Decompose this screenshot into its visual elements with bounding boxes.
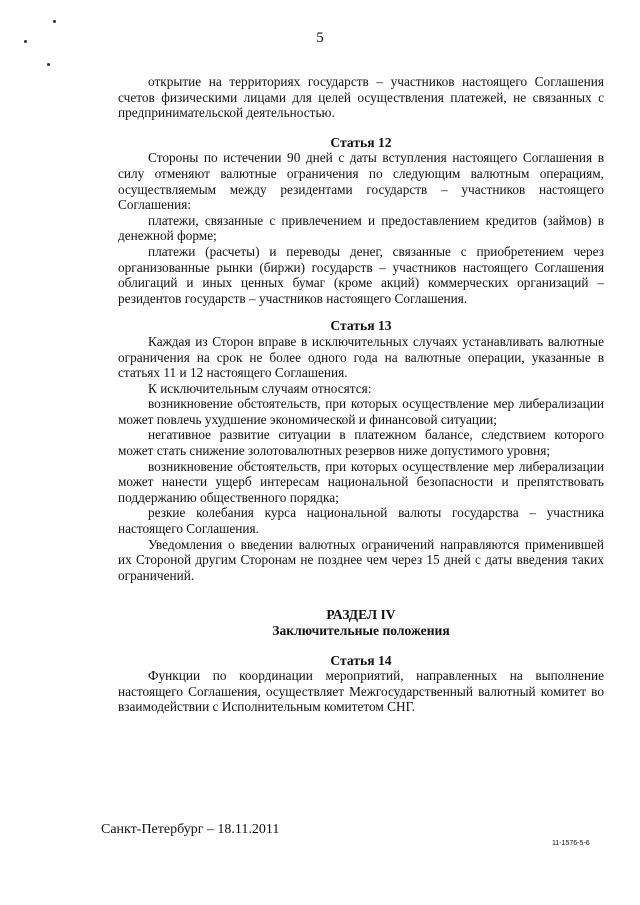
scan-speck bbox=[47, 63, 50, 66]
article-13-paragraph: Уведомления о введении валютных ограничений направляются применившей их Стороной другим Сторонам не позднее чем через 15 дней с даты введения таких ограничений. bbox=[118, 536, 604, 583]
article-13-paragraph: Каждая из Сторон вправе в исключительных случаях устанавливать валютные ограничения на срок не более одного года на валютные операции, указанные в статьях 11 и 12 настоящего Соглашения. bbox=[118, 333, 604, 381]
article-12-paragraph: Стороны по истечении 90 дней с даты вступления настоящего Соглашения в силу отменяют валютные ограничения по следующим валютным операциям, осуществляемым между резидентами государств – участников настоящего Соглашения: bbox=[118, 150, 604, 213]
page-number: 5 bbox=[316, 30, 324, 46]
document-code: 11-1576-5-6 bbox=[552, 840, 590, 847]
article-12-paragraph: платежи (расчеты) и переводы денег, связанные с приобретением через организованные рынки (биржи) государств – участников настоящего Соглашения облигаций и иных ценных бумаг (кроме акций) коммерческих организаций – резидентов государств – участников настоящего Соглашения. bbox=[118, 243, 604, 306]
article-14-heading: Статья 14 bbox=[330, 652, 392, 668]
city-date: Санкт-Петербург – 18.11.2011 bbox=[101, 822, 280, 837]
article-13-heading: Статья 13 bbox=[330, 318, 392, 334]
article-13-paragraph: возникновение обстоятельств, при которых осуществление мер либерализации может нанести ущерб интересам национальной безопасности и препятствовать поддержанию общественного порядка; bbox=[118, 458, 604, 505]
article-14-paragraph: Функции по координации мероприятий, направленных на выполнение настоящего Соглашения, осуществляет Межгосударственный валютный комитет во взаимодействии с Исполнительным комитетом СНГ. bbox=[118, 668, 604, 715]
article-13-paragraph: возникновение обстоятельств, при которых осуществление мер либерализации может повлечь ухудшение экономической и финансовой ситуации; bbox=[118, 396, 604, 427]
article-13-paragraph: К исключительным случаям относятся: bbox=[148, 380, 372, 396]
article-12-paragraph: платежи, связанные с привлечением и предоставлением кредитов (займов) в денежной форме; bbox=[118, 212, 604, 244]
scan-speck bbox=[53, 20, 56, 23]
section-4-subheading: Заключительные положения bbox=[272, 623, 450, 638]
intro-paragraph: открытие на территориях государств – участников настоящего Соглашения счетов физическими лицами для целей осуществления платежей, не связанных с предпринимательской деятельностью. bbox=[118, 74, 604, 121]
article-13-paragraph: негативное развитие ситуации в платежном балансе, следствием которого может стать снижение золотовалютных резервов ниже допустимого уровня; bbox=[118, 427, 604, 459]
article-12-heading: Статья 12 bbox=[330, 134, 392, 150]
section-4-heading: РАЗДЕЛ IV bbox=[326, 607, 396, 623]
article-13-paragraph: резкие колебания курса национальной валюты государства – участника настоящего Соглашения. bbox=[118, 505, 604, 537]
document-body bbox=[118, 74, 604, 715]
